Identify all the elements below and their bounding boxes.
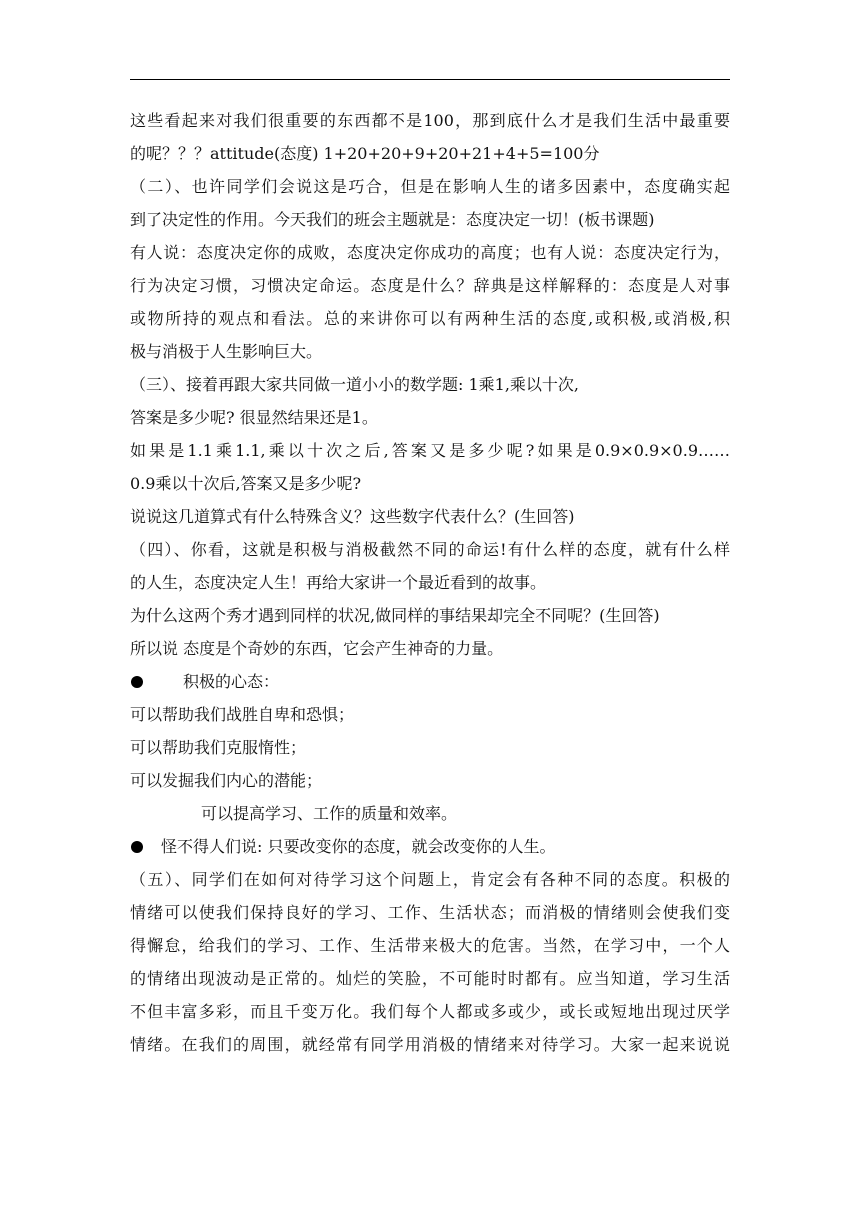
text-line: （四）、你看，这就是积极与消极截然不同的命运!有什么样的态度，就有什么样 (130, 540, 730, 559)
text-line: 到了决定性的作用。今天我们的班会主题就是：态度决定一切！(板书课题) (130, 210, 655, 229)
text-line: 这些看起来对我们很重要的东西都不是100，那到底什么才是我们生活中最重要 (130, 111, 730, 130)
bullet-icon (131, 676, 143, 688)
bullet-text: 积极的心态： (183, 672, 280, 691)
header-rule (130, 79, 730, 80)
text-line: 情绪可以使我们保持良好的学习、工作、生活状态；而消极的情绪则会使我们变 (130, 903, 730, 922)
list-item: 可以帮助我们战胜自卑和恐惧； (130, 705, 355, 724)
bullet-icon (131, 841, 143, 853)
text-line: 有人说：态度决定你的成败，态度决定你成功的高度；也有人说：态度决定行为， (130, 243, 730, 262)
text-line: （二）、也许同学们会说这是巧合，但是在影响人生的诸多因素中，态度确实起 (130, 177, 730, 196)
text-line: 所以说 态度是个奇妙的东西，它会产生神奇的力量。 (130, 639, 504, 658)
list-item: 可以帮助我们克服惰性； (130, 738, 307, 757)
bullet-positive-mindset (130, 665, 730, 698)
text-line: （五）、同学们在如何对待学习这个问题上，肯定会有各种不同的态度。积极的 (130, 870, 730, 889)
text-line: 0.9乘以十次后,答案又是多少呢? (130, 474, 362, 493)
document-body (130, 104, 730, 1061)
list-item: 可以提高学习、工作的质量和效率。 (201, 804, 458, 823)
list-item: 可以发掘我们内心的潜能； (130, 771, 323, 790)
text-line: 的呢？？？attitude(态度) 1+20+20+9+20+21+4+5=100分 (130, 144, 600, 163)
bullet-text: 怪不得人们说: 只要改变你的态度，就会改变你的人生。 (161, 837, 556, 856)
text-line: 或物所持的观点和看法。总的来讲你可以有两种生活的态度,或积极,或消极,积 (130, 309, 730, 328)
text-line: 情绪。在我们的周围，就经常有同学用消极的情绪来对待学习。大家一起来说说 (130, 1035, 730, 1054)
text-line: 说说这几道算式有什么特殊含义？这些数字代表什么？(生回答) (130, 507, 575, 526)
text-line: 得懈怠，给我们的学习、工作、生活带来极大的危害。当然，在学习中，一个人 (130, 936, 730, 955)
text-line: 如果是1.1乘1.1,乘以十次之后,答案又是多少呢?如果是0.9×0.9×0.9…… (130, 441, 730, 460)
bullet-quote (130, 830, 730, 863)
text-line: （三）、接着再跟大家共同做一道小小的数学题: 1乘1,乘以十次, (130, 375, 580, 394)
text-line: 行为决定习惯，习惯决定命运。态度是什么？辞典是这样解释的：态度是人对事 (130, 276, 730, 295)
text-line: 为什么这两个秀才遇到同样的状况,做同样的事结果却完全不同呢？(生回答) (130, 606, 660, 625)
text-line: 的人生，态度决定人生！再给大家讲一个最近看到的故事。 (130, 573, 547, 592)
text-line: 不但丰富多彩，而且千变万化。我们每个人都或多或少，或长或短地出现过厌学 (130, 1002, 730, 1021)
text-line: 极与消极于人生影响巨大。 (130, 342, 323, 361)
text-line: 答案是多少呢? 很显然结果还是1。 (130, 408, 378, 427)
text-line: 的情绪出现波动是正常的。灿烂的笑脸，不可能时时都有。应当知道，学习生活 (130, 969, 730, 988)
